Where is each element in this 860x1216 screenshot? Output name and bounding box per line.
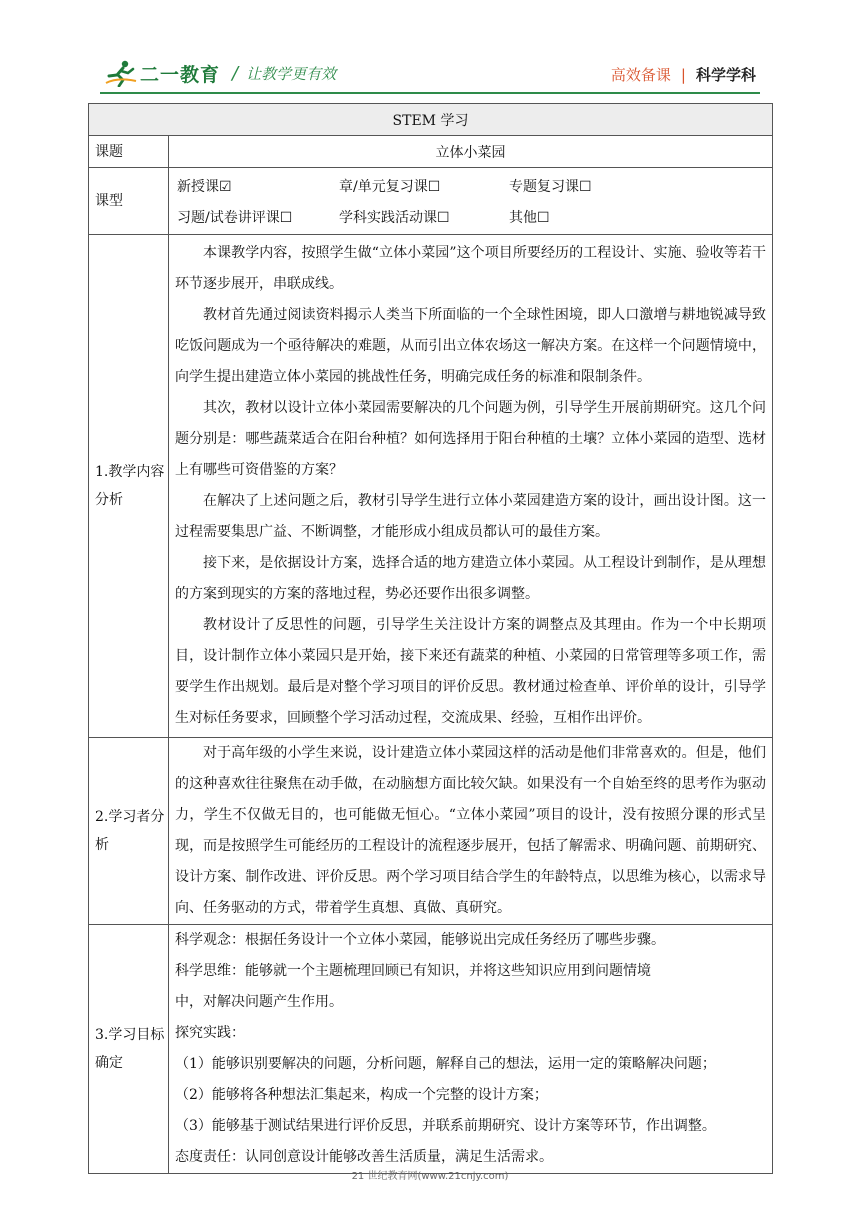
header-right <box>611 64 756 85</box>
topic-row <box>89 136 773 168</box>
type-options-row-1 <box>177 170 764 201</box>
learner-analysis-body <box>169 738 773 925</box>
logo <box>104 58 336 88</box>
type-option: 其他☐ <box>509 209 550 226</box>
slogan: 让教学更有效 <box>246 64 337 83</box>
paragraph: 教材首先通过阅读资料揭示人类当下所面临的一个全球性困境，即人口激增与耕地锐减导致吃饭问题成为一个亟待解决的难题，从而引出立体农场这一解决方案。在这样一个问题情境中，向学生提出建造立体小菜园的挑战性任务，明确完成任务的标准和限制条件。 <box>175 307 766 385</box>
type-option: 专题复习课☐ <box>509 178 592 195</box>
type-option: 章/单元复习课☐ <box>339 178 441 195</box>
learning-goals-row <box>89 925 773 1174</box>
type-option: 习题/试卷讲评课☐ <box>177 209 293 226</box>
type-row <box>89 168 773 235</box>
learning-goals-label: 3.学习目标确定 <box>89 925 169 1174</box>
type-option: 学科实践活动课☐ <box>339 209 450 226</box>
learning-goals-body <box>169 925 773 1174</box>
paragraph: 教材设计了反思性的问题，引导学生关注设计方案的调整点及其理由。作为一个中长期项目，设计制作立体小菜园只是开始，接下来还有蔬菜的种植、小菜园的日常管理等多项工作，需要学生作出规划。最后是对整个学习项目的评价反思。教材通过检查单、评价单的设计，引导学生对标任务要求，回顾整个学习活动过程，交流成果、经验，互相作出评价。 <box>175 617 766 726</box>
paragraph: 接下来，是依据设计方案，选择合适的地方建造立体小菜园。从工程设计到制作，是从理想的方案到现实的方案的落地过程，势必还要作出很多调整。 <box>175 555 766 602</box>
logo-divider: / <box>232 62 239 84</box>
type-options <box>169 168 773 235</box>
topic-value: 立体小菜园 <box>169 136 773 168</box>
goal-line: （1）能够识别要解决的问题，分析问题，解释自己的想法，运用一定的策略解决问题； <box>175 1056 716 1072</box>
header-tag-prep: 高效备课 <box>610 66 671 84</box>
logo-text: 二一教育 <box>140 63 221 86</box>
goal-line: （3）能够基于测试结果进行评价反思，并联系前期研究、设计方案等环节，作出调整。 <box>175 1118 716 1134</box>
paragraph: 其次，教材以设计立体小菜园需要解决的几个问题为例，引导学生开展前期研究。这几个问题分别是：哪些蔬菜适合在阳台种植？如何选择用于阳台种植的土壤？立体小菜园的造型、选材上有哪些可资借鉴的方案？ <box>175 400 766 478</box>
table-title: STEM 学习 <box>89 104 773 136</box>
running-person-icon <box>104 59 138 87</box>
type-label: 课型 <box>89 168 169 235</box>
paragraph: 本课教学内容，按照学生做“立体小菜园”这个项目所要经历的工程设计、实施、验收等若干环节逐步展开，串联成线。 <box>175 245 766 292</box>
paragraph: 在解决了上述问题之后，教材引导学生进行立体小菜园建造方案的设计，画出设计图。这一过程需要集思广益、不断调整，才能形成小组成员都认可的最佳方案。 <box>175 493 766 540</box>
learner-analysis-label: 2.学习者分析 <box>89 738 169 925</box>
content-analysis-row <box>89 235 773 738</box>
goal-line: 态度责任：认同创意设计能够改善生活质量，满足生活需求。 <box>175 1149 553 1165</box>
type-options-row-2 <box>177 201 764 232</box>
header-separator: | <box>680 65 686 84</box>
topic-label: 课题 <box>89 136 169 168</box>
goal-line: 探究实践： <box>175 1025 245 1041</box>
learner-analysis-row <box>89 738 773 925</box>
goal-line: 中，对解决问题产生作用。 <box>175 994 343 1010</box>
page-header <box>0 0 860 96</box>
paragraph: 对于高年级的小学生来说，设计建造立体小菜园这样的活动是他们非常喜欢的。但是，他们的这种喜欢往往聚焦在动手做，在动脑想方面比较欠缺。如果没有一个自始至终的思考作为驱动力，学生不仅做无目的，也可能做无恒心。“立体小菜园”项目的设计，没有按照分课的形式呈现，而是按照学生可能经历的工程设计的流程逐步展开，包括了解需求、明确问题、前期研究、设计方案、制作改进、评价反思。两个学习项目结合学生的年龄特点，以思维为核心，以需求导向、任务驱动的方式，带着学生真想、真做、真研究。 <box>175 745 766 916</box>
goal-line: 科学观念：根据任务设计一个立体小菜园，能够说出完成任务经历了哪些步骤。 <box>175 932 665 948</box>
table-title-row <box>89 104 773 136</box>
goal-line: 科学思维：能够就一个主题梳理回顾已有知识，并将这些知识应用到问题情境 <box>175 963 651 979</box>
lesson-table <box>88 103 773 1174</box>
type-option: 新授课☑ <box>177 178 232 195</box>
page-footer: 21 世纪教育网(www.21cnjy.com) <box>351 1171 509 1182</box>
content-analysis-body <box>169 235 773 738</box>
goal-line: （2）能够将各种想法汇集起来，构成一个完整的设计方案； <box>175 1087 548 1103</box>
header-rule <box>100 92 760 94</box>
content-analysis-label: 1.教学内容分析 <box>89 235 169 738</box>
header-subject: 科学学科 <box>695 66 756 84</box>
